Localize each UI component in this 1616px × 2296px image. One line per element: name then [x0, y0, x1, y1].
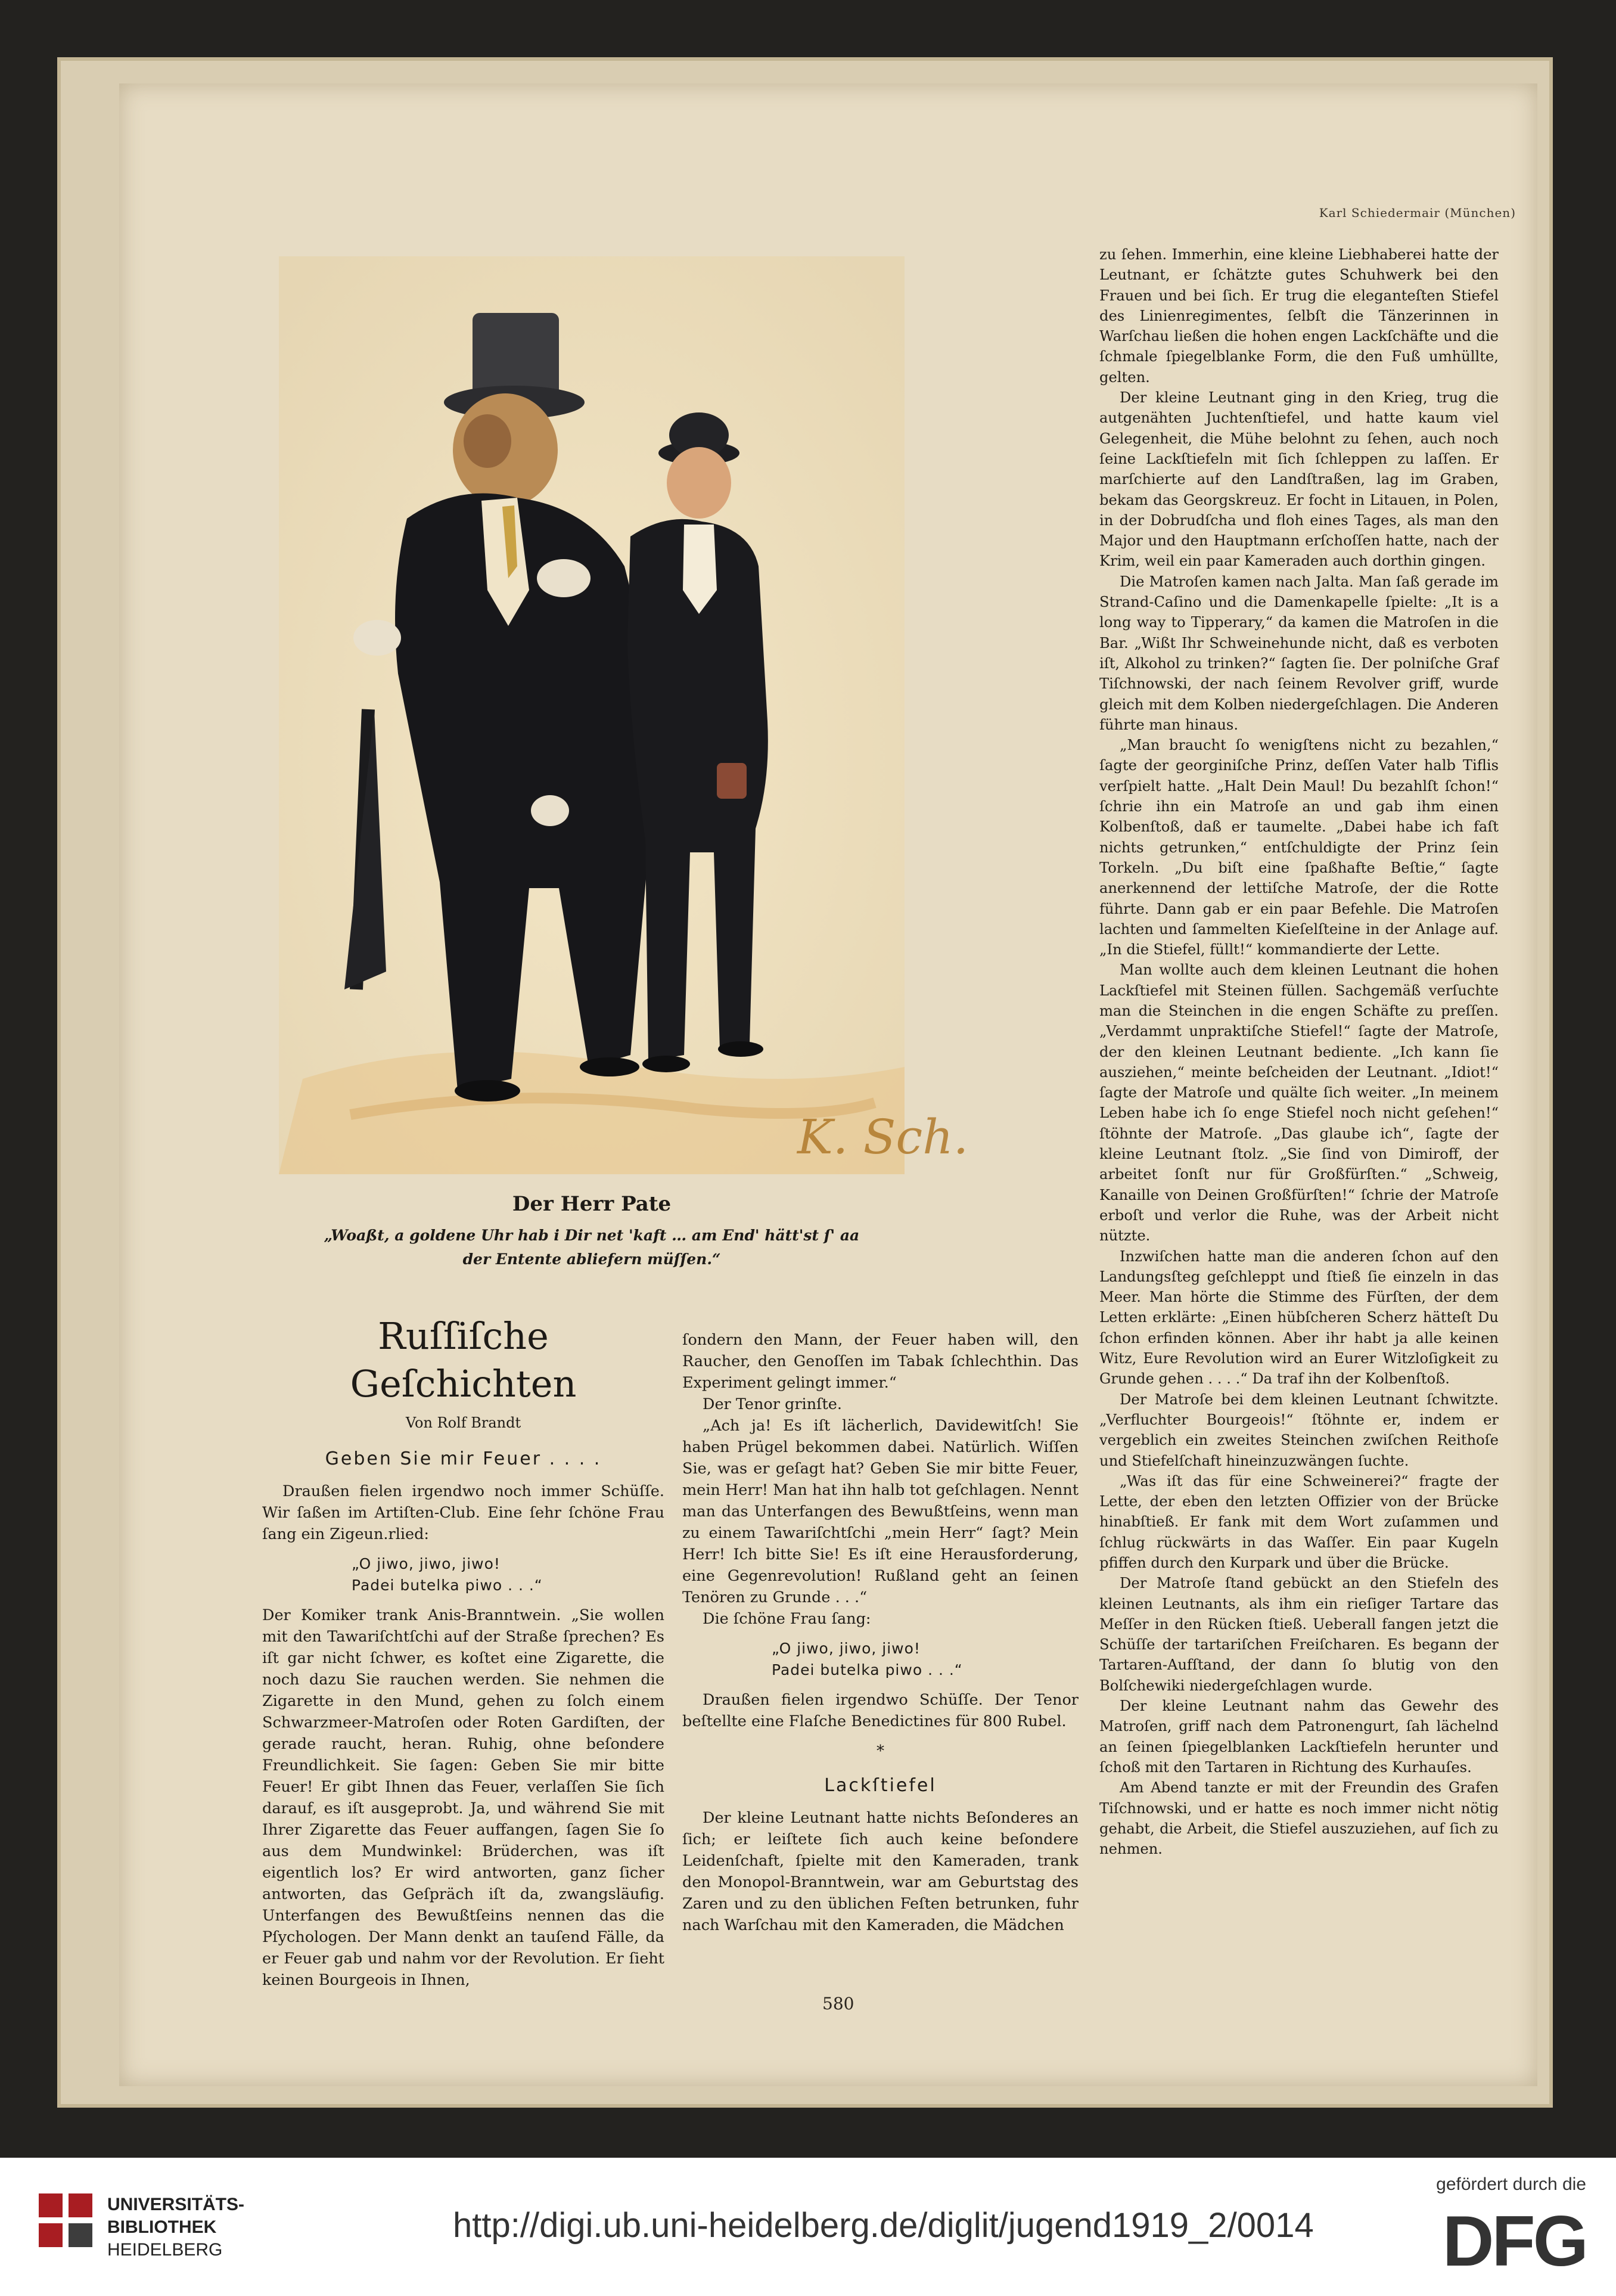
library-name-line-2: BIBLIOTHEK — [107, 2217, 217, 2237]
illustration-caption-line-2: der Entente abliefern müſſen.“ — [462, 1251, 721, 1268]
paragraph: Der Tenor grinſte. — [703, 1395, 842, 1413]
viewer-footer — [0, 2158, 1616, 2296]
magazine-page — [119, 83, 1537, 2086]
verse-line: Padei butelka piwo . . .“ — [352, 1577, 543, 1594]
illustration — [279, 256, 969, 1174]
section-title-2: Lackſtiefel — [824, 1775, 937, 1796]
paragraph: Inzwiſchen hatte man die anderen ſchon auf den Landungsſteg geſchleppt und ſtieß ſie einzeln in das Meer. Man hörte die Stimme des Fürſten, der dem Letten erklärte: „Einen hübſcheren Scherz hätteſt Du ſchon erfinden können. Aber ihr habt ja alle keinen Witz, Eure Revolution wird an Eurer Witzloſigkeit zu Grunde gehen . . . .“ Da traf ihn der Kolbenſtoß. — [1099, 1248, 1499, 1388]
artist-signature: K. Sch. — [797, 1109, 969, 1165]
paragraph: Der Matroſe ſtand gebückt an den Stiefeln des kleinen Leutnants, als ihm ein rieſiger Tartare das Meſſer in den Rücken ſtieß. Ueberall fangen jetzt die Schüſſe der tartariſchen Freiſcharen. Es begann der Tartaren-Aufſtand, der dann ſo blutig von den Bolſchewiki niedergeſchlagen wurde. — [1099, 1575, 1499, 1694]
funding-note: gefördert durch die — [1436, 2174, 1586, 2194]
paragraph: Der kleine Leutnant hatte nichts Beſonderes an ſich; er leiſtete ſich auch keine beſondere Leidenſchaft, ſpielte mit den Kameraden, trank den Monopol-Branntwein, war am Geburtstag des Zaren und zu den üblichen Feſten betrunken, fuhr nach Warſchau mit den Kameraden, die Mädchen — [682, 1809, 1079, 1934]
university-library-logo[interactable] — [36, 2182, 298, 2277]
section-title-1: Geben Sie mir Feuer . . . . — [325, 1448, 602, 1469]
illustration-caption-line-1: „Woaßt, a goldene Uhr hab i Dir net 'kaft … am End' hätt'st ſ' aa — [324, 1227, 860, 1244]
paragraph: Der Matroſe bei dem kleinen Leutnant ſchwitzte. „Verfluchter Bourgeois!“ ſtöhnte er, indem er vergeblich ein zweites Steinchen zwiſchen Reithoſe und Stiefelſchaft hineinzuzwängen ſuchte. — [1099, 1391, 1499, 1469]
verse-line: „O jiwo, jiwo, jiwo! — [352, 1555, 501, 1572]
illustration-artwork — [279, 256, 969, 1174]
paragraph: „Man braucht ſo wenigſtens nicht zu bezahlen,“ ſagte der georginiſche Prinz, deſſen Vater halb Tiflis verſpielt hatte. „Halt Dein Maul! Du bezahlſt ſchon!“ ſchrie ihn ein Matroſe an und gab ihm einen Kolbenſtoß, daß er taumelte. „Dabei habe ich faſt nichts getrunken,“ entſchuldigte der Prinz ſein Torkeln. „Du biſt eine ſpaßhafte Beſtie,“ ſagte anerkennend der lettiſche Matroſe, der die Rotte führte. Dann gab er ein paar Befehle. Die Matroſen lachten und ſammelten Kieſelſteine in der Anlage auf. „In die Stiefel, füllt!“ kommandierte der Lette. — [1099, 737, 1499, 958]
library-seal-icon — [36, 2188, 101, 2265]
permalink-url[interactable]: http://digi.ub.uni-heidelberg.de/diglit/jugend1919_2/0014 — [453, 2206, 1314, 2245]
artist-credit: Karl Schiedermair (München) — [1319, 206, 1516, 220]
paragraph: Draußen fielen irgendwo Schüſſe. Der Tenor beſtellte eine Flaſche Benedictines für 800 Rubel. — [682, 1691, 1079, 1730]
page-number: 580 — [822, 1994, 854, 2013]
paragraph: Die Matroſen kamen nach Jalta. Man ſaß gerade im Strand-Caſino und die Damenkapelle ſpielte: „It is a long way to Tipperary,“ da kamen die Matroſen in die Bar. „Wißt Ihr Schweinehunde nicht, daß es verboten iſt, Alkohol zu trinken?“ ſagten ſie. Der polniſche Graf Tiſchnowski, der nach ſeinem Revolver griff, wurde gleich mit dem Kolben niedergeſchlagen. Die Anderen führte man hinaus. — [1099, 573, 1499, 733]
article-byline: Von Rolf Brandt — [405, 1414, 521, 1431]
paragraph: Draußen fielen irgendwo noch immer Schüſſe. Wir ſaßen im Artiſten-Club. Eine ſehr ſchöne Frau ſang ein Zigeun.rlied: — [262, 1482, 664, 1543]
paragraph: Der Komiker trank Anis-Branntwein. „Sie wollen mit den Tawariſchtſchi auf der Straße ſprechen? Es iſt gar nicht ſchwer, es koſtet eine Zigarette, die noch dazu Sie rauchen werden. Sie nehmen die Zigarette in den Mund, gehen zu ſolch einem Schwarzmeer-Matroſen oder Roten Gardiſten, der gerade raucht, heran. Ruhig, ohne beſondere Freundlichkeit. Sie ſagen: Geben Sie mir bitte Feuer! Er gibt Ihnen das Feuer, verlaſſen Sie ſich darauf, es iſt ausgeprobt. Ja, und während Sie mit Ihrer Zigarette das Feuer auffangen, ſagen Sie ſo aus dem Mundwinkel: Brüderchen, was iſt eigentlich los? Er wird antworten, ganz ſicher antworten, das Geſpräch iſt da, zwangsläufig. Unterfangen des Bewußtſeins nennen das die Pſychologen. Der Mann denkt an tauſend Fälle, da er Feuer gab und nahm vor der Revolution. Er ſieht keinen Bourgeois in Ihnen, — [262, 1606, 664, 1989]
paragraph: „Was iſt das für eine Schweinerei?“ fragte der Lette, der eben den letzten Offizier von der Brücke hinabſtieß. Er fank mit dem Wort zuſammen und ſchlug rückwärts in das Waſſer. Ein paar Kugeln pfiffen durch den Kurpark und über die Brücke. — [1099, 1472, 1499, 1571]
paragraph: Man wollte auch dem kleinen Leutnant die hohen Lackſtiefel mit Steinen füllen. Sachgemäß verſuchte man die Steinchen in die engen Schäfte zu preſſen. „Verdammt unpraktiſche Stiefel!“ ſagte der Matroſe, der den kleinen Leutnant bediente. „Ich kann ſie ausziehen,“ meinte beſcheiden der Leutnant. „Idiot!“ ſagte der Matroſe und quälte ſich weiter. „In meinem Leben habe ich ſo enge Stiefel noch nicht geſehen!“ ſtöhnte der Matroſe. „Das glaube ich“, ſagte der kleine Leutnant ſtolz. „Sie ſind von Dimiroff, der arbeitet ſonſt nur für Großfürſten.“ „Schweig, Kanaille von Deinen Großfürſten!“ ſchrie der Matroſe erboſt und verlor die Ruhe, was der Arbeit nicht nützte. — [1099, 961, 1499, 1245]
article-title: Ruſſiſche Geſchichten — [350, 1314, 577, 1405]
paragraph: Die ſchöne Frau ſang: — [703, 1610, 871, 1628]
article-column-1 — [262, 1313, 664, 1991]
dfg-logo[interactable]: DFG — [1442, 2201, 1586, 2281]
library-name-line-1: UNIVERSITÄTS- — [107, 2195, 245, 2214]
verse-line: Padei butelka piwo . . .“ — [772, 1661, 963, 1678]
article-column-3 — [1099, 244, 1499, 1859]
illustration-title: Der Herr Pate — [512, 1192, 672, 1216]
library-name-line-3: HEIDELBERG — [107, 2240, 223, 2260]
paragraph: Der kleine Leutnant nahm das Gewehr des Matroſen, griff nach dem Patronengurt, ſah lächelnd an ſeinen ſpiegelblanken Lackſtiefeln herunter und ſchoß mit den Tartaren in Richtung des Kurhauſes. — [1099, 1698, 1499, 1776]
paragraph: Am Abend tanzte er mit der Freundin des Grafen Tiſchnowski, und er hatte es noch immer nicht nötig gehabt, die Arbeit, die Stiefel auszuziehen, auf ſich zu nehmen. — [1099, 1779, 1499, 1858]
verse-line: „O jiwo, jiwo, jiwo! — [772, 1640, 921, 1657]
paragraph: ſondern den Mann, der Feuer haben will, den Raucher, den Genoſſen im Tabak ſchlechthin. Das Experiment gelingt immer.“ — [682, 1331, 1079, 1392]
paragraph: zu ſehen. Immerhin, eine kleine Liebhaberei hatte der Leutnant, er ſchätzte gutes Schuhwerk bei den Frauen und bei ſich. Er trug die eleganteſten Stiefel des Linienregimentes, ſelbſt die Tänzerinnen in Warſchau ließen die hohen engen Lackſchäfte und die ſchmale ſpiegelblanke Form, die den Fuß umhüllte, gelten. — [1099, 246, 1499, 386]
paragraph: Der kleine Leutnant ging in den Krieg, trug die autgenähten Juchtenſtiefel, und hatte kaum viel Gelegenheit, die Mühe belohnt zu ſehen, auch noch ſeine Lackſtiefeln mit ſich ſchleppen zu laſſen. Er marſchierte auf den Landſtraßen, lag im Graben, bekam das Georgskreuz. Er focht in Litauen, in Polen, in der Dobrudſcha und floh eines Tages, als man den Major und den Hauptmann erſchoſſen hatte, nach der Krim, weil ein paar Kameraden auch dorthin gingen. — [1099, 389, 1499, 570]
paragraph: „Ach ja! Es iſt lächerlich, Davidewitſch! Sie haben Prügel bekommen dabei. Natürlich. Wiſſen Sie, was er geſagt hat? Geben Sie mir bitte Feuer, mein Herr! Man hat ihn halb tot geſchlagen. Nennt man das Unterfangen des Bewußtſeins, wenn man zu einem Tawariſchtſchi „mein Herr“ ſagt? Mein Herr! Ich bitte Sie! Es iſt eine Herausforderung, eine Gegenrevolution! Rußland geht an ſeinen Tenören zu Grunde . . .“ — [682, 1417, 1079, 1606]
article-column-2 — [682, 1329, 1079, 1936]
section-separator: * — [877, 1742, 884, 1760]
